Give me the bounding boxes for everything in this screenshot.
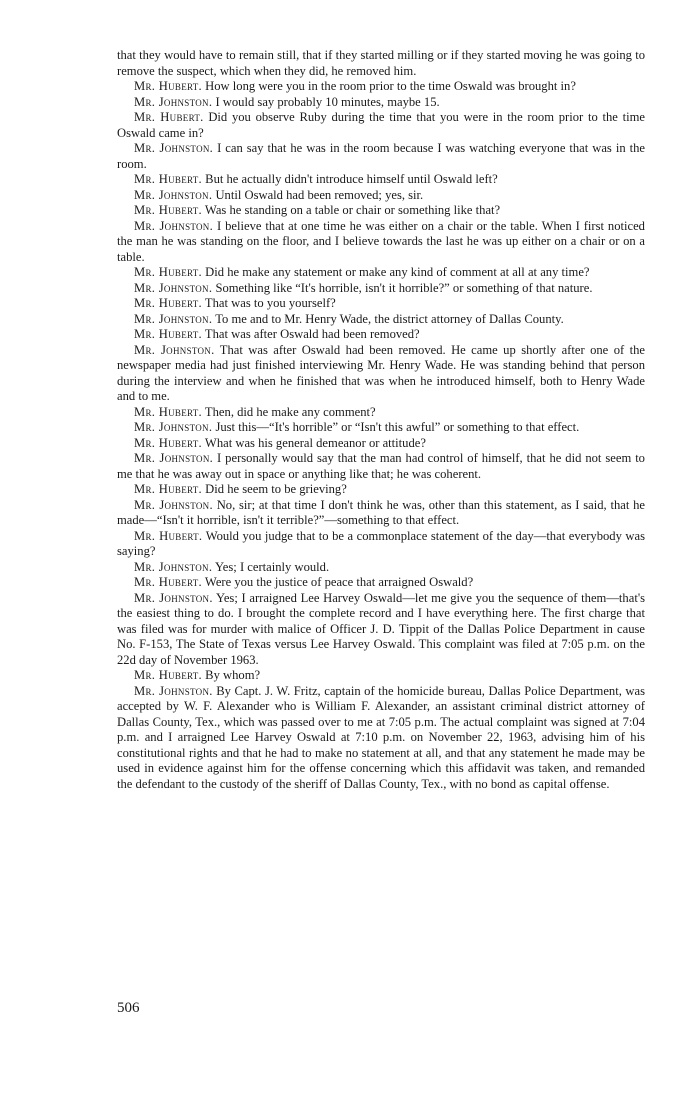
testimony-paragraph bbox=[117, 405, 645, 421]
paragraph-text: Did he seem to be grieving? bbox=[202, 482, 347, 496]
testimony-paragraph bbox=[117, 575, 645, 591]
testimony-paragraph bbox=[117, 110, 645, 141]
paragraph-text: I personally would say that the man had control of himself, that he did not seem to me that he was away out in space or anything like that; he was coherent. bbox=[117, 451, 645, 481]
testimony-paragraph bbox=[117, 343, 645, 405]
speaker-name: Mr. Hubert. bbox=[134, 296, 203, 310]
paragraph-text: Yes; I arraigned Lee Harvey Oswald—let me give you the sequence of them—that's the easiest thing to do. I brought the complete record and I have everything here. The first charge that was filed was for murder with malice of Officer J. D. Tippit of the Dallas Police Department in cause No. F-153, The State of Texas versus Lee Harvey Oswald. This complaint was filed at 7:05 p.m. on the 22d day of November 1963. bbox=[117, 590, 645, 667]
testimony-paragraph bbox=[117, 420, 645, 436]
speaker-name: Mr. Johnston. bbox=[134, 559, 213, 574]
speaker-name: Mr. Hubert. bbox=[134, 575, 203, 589]
testimony-paragraph bbox=[117, 451, 645, 482]
paragraph-text: Were you the justice of peace that arraigned Oswald? bbox=[202, 575, 474, 589]
paragraph-text: Just this—“It's horrible” or “Isn't this awful” or something to that effect. bbox=[212, 420, 580, 434]
paragraph-text: What was his general demeanor or attitude? bbox=[202, 435, 426, 450]
speaker-name: Mr. Hubert. bbox=[134, 528, 203, 543]
paragraph-text: Then, did he make any comment? bbox=[202, 404, 376, 419]
speaker-name: Mr. Hubert. bbox=[134, 79, 203, 93]
testimony-text bbox=[117, 48, 645, 792]
paragraph-text: Something like “It's horrible, isn't it horrible?” or something of that nature. bbox=[212, 280, 593, 295]
speaker-name: Mr. Hubert. bbox=[134, 404, 203, 419]
speaker-name: Mr. Johnston. bbox=[134, 342, 215, 357]
paragraph-text: By whom? bbox=[202, 668, 261, 682]
testimony-paragraph bbox=[117, 560, 645, 576]
paragraph-text: That was after Oswald had been removed. He came up shortly after one of the newspaper media had just finished interviewing Mr. Henry Wade. He was standing behind that person during the interview and when he finished that was when he introduced himself, both to Henry Wade and to me. bbox=[117, 342, 645, 403]
testimony-paragraph bbox=[117, 219, 645, 266]
speaker-name: Mr. Johnston. bbox=[134, 590, 213, 605]
speaker-name: Mr. Hubert. bbox=[134, 110, 204, 124]
speaker-name: Mr. Johnston. bbox=[134, 497, 213, 512]
paragraph-text: I can say that he was in the room because I was watching everyone that was in the room. bbox=[117, 141, 645, 171]
speaker-name: Mr. Johnston. bbox=[134, 94, 213, 109]
speaker-name: Mr. Hubert. bbox=[134, 435, 203, 450]
paragraph-text: Would you judge that to be a commonplace statement of the day—that everybody was saying? bbox=[117, 528, 645, 558]
paragraph-text: that they would have to remain still, that if they started milling or if they started moving he was going to remove the suspect, which when they did, he removed him. bbox=[117, 48, 645, 78]
page-number: 506 bbox=[117, 1000, 140, 1016]
testimony-paragraph bbox=[117, 281, 645, 297]
testimony-paragraph bbox=[117, 265, 645, 281]
testimony-paragraph bbox=[117, 172, 645, 188]
testimony-paragraph bbox=[117, 436, 645, 452]
speaker-name: Mr. Hubert. bbox=[134, 482, 203, 496]
paragraph-text: By Capt. J. W. Fritz, captain of the homicide bureau, Dallas Police Department, was accepted by W. F. Alexander who is William F. Alexander, an assistant criminal district attorney of Dallas County, Tex., which was passed over to me at 7:05 p.m. The actual complaint was signed at 7:04 p.m. and I arraigned Lee Harvey Oswald at 7:10 p.m. on November 22, 1963, advising him of his constitutional rights and that he had to make no statement at all, and that any statement he made may be used in evidence against him for the offense concerning which this affidavit was taken, and remanded the defendant to the custody of the sheriff of Dallas County, Tex., with no bond as capital offense. bbox=[117, 683, 645, 791]
speaker-name: Mr. Hubert. bbox=[134, 172, 203, 186]
speaker-name: Mr. Johnston. bbox=[134, 420, 213, 434]
paragraph-text: How long were you in the room prior to the time Oswald was brought in? bbox=[202, 79, 576, 93]
speaker-name: Mr. Johnston. bbox=[134, 280, 213, 295]
speaker-name: Mr. Hubert. bbox=[134, 203, 203, 217]
paragraph-text: Did you observe Ruby during the time that you were in the room prior to the time Oswald came in? bbox=[117, 110, 645, 140]
speaker-name: Mr. Hubert. bbox=[134, 668, 203, 682]
testimony-paragraph bbox=[117, 188, 645, 204]
paragraph-text: I believe that at one time he was either on a chair or the table. When I first noticed the man he was standing on the floor, and I believe towards the last he was up either on a chair or on a table. bbox=[117, 218, 645, 264]
paragraph-text: I would say probably 10 minutes, maybe 15. bbox=[212, 94, 440, 109]
paragraph-text: Was he standing on a table or chair or something like that? bbox=[202, 203, 501, 217]
speaker-name: Mr. Johnston. bbox=[134, 451, 214, 465]
testimony-paragraph bbox=[117, 591, 645, 669]
testimony-paragraph bbox=[117, 296, 645, 312]
paragraph-text: That was to you yourself? bbox=[202, 296, 336, 310]
paragraph-text: Yes; I certainly would. bbox=[212, 559, 330, 574]
testimony-paragraph bbox=[117, 498, 645, 529]
speaker-name: Mr. Johnston. bbox=[134, 218, 214, 233]
testimony-paragraph bbox=[117, 684, 645, 793]
speaker-name: Mr. Johnston. bbox=[134, 683, 213, 698]
testimony-paragraph bbox=[117, 312, 645, 328]
testimony-paragraph bbox=[117, 482, 645, 498]
paragraph-text: No, sir; at that time I don't think he was, other than this statement, as I said, that he made—“Isn't it horrible, isn't it terrible?”—something to that effect. bbox=[117, 497, 645, 527]
testimony-paragraph bbox=[117, 203, 645, 219]
speaker-name: Mr. Johnston. bbox=[134, 187, 213, 202]
paragraph-text: Until Oswald had been removed; yes, sir. bbox=[212, 187, 424, 202]
speaker-name: Mr. Hubert. bbox=[134, 265, 203, 279]
testimony-paragraph bbox=[117, 79, 645, 95]
paragraph-text: That was after Oswald had been removed? bbox=[202, 327, 420, 341]
speaker-name: Mr. Johnston. bbox=[134, 141, 214, 155]
paragraph-text: Did he make any statement or make any kind of comment at all at any time? bbox=[202, 265, 590, 279]
paragraph-text: But he actually didn't introduce himself until Oswald left? bbox=[202, 172, 498, 186]
testimony-paragraph bbox=[117, 48, 645, 79]
speaker-name: Mr. Johnston. bbox=[134, 311, 213, 326]
paragraph-text: To me and to Mr. Henry Wade, the district attorney of Dallas County. bbox=[212, 311, 564, 326]
testimony-paragraph bbox=[117, 529, 645, 560]
speaker-name: Mr. Hubert. bbox=[134, 327, 203, 341]
testimony-paragraph bbox=[117, 95, 645, 111]
testimony-paragraph bbox=[117, 327, 645, 343]
testimony-paragraph bbox=[117, 141, 645, 172]
testimony-paragraph bbox=[117, 668, 645, 684]
